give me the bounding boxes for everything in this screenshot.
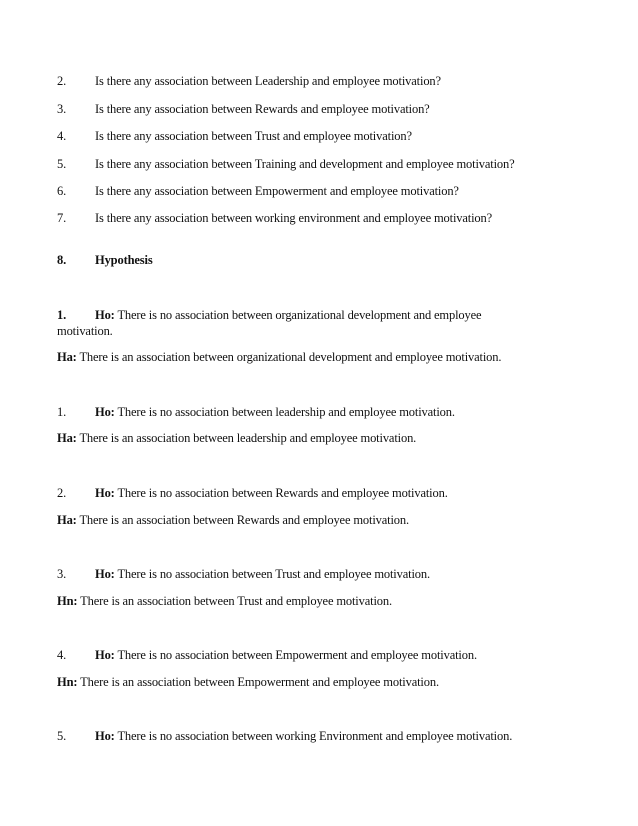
- alt-text: There is an association between leadership and employee motivation.: [79, 431, 417, 445]
- null-label: Ho:: [95, 729, 115, 743]
- hypothesis-number: 1.: [57, 308, 67, 322]
- question-text: Is there any association between Training and development and employee motivation?: [95, 157, 515, 171]
- section-heading: [57, 252, 153, 268]
- hypothesis-number: 2.: [57, 486, 67, 500]
- hypothesis-null: [57, 566, 430, 582]
- question-item: [57, 101, 430, 117]
- section-title: Hypothesis: [95, 253, 153, 267]
- question-item: [57, 128, 412, 144]
- hypothesis-alt: [57, 430, 416, 446]
- question-item: [57, 183, 459, 199]
- null-text-continued: motivation.: [57, 324, 113, 338]
- section-number: 8.: [57, 253, 67, 267]
- question-number: 7.: [57, 211, 67, 225]
- hypothesis-alt: [57, 512, 409, 528]
- hypothesis-number: 1.: [57, 405, 67, 419]
- question-number: 3.: [57, 102, 67, 116]
- question-number: 6.: [57, 184, 67, 198]
- null-text: There is no association between organizational development and employee: [117, 308, 482, 322]
- null-text: There is no association between Empowerment and employee motivation.: [117, 648, 477, 662]
- null-label: Ho:: [95, 486, 115, 500]
- hypothesis-alt: [57, 593, 392, 609]
- hypothesis-null: [57, 647, 477, 663]
- hypothesis-alt: [57, 674, 439, 690]
- question-item: [57, 73, 441, 89]
- null-label: Ho:: [95, 308, 115, 322]
- question-text: Is there any association between Leadership and employee motivation?: [95, 74, 441, 88]
- null-label: Ho:: [95, 405, 115, 419]
- hypothesis-null: [57, 307, 481, 323]
- question-number: 5.: [57, 157, 67, 171]
- question-number: 2.: [57, 74, 67, 88]
- null-text: There is no association between leadership and employee motivation.: [117, 405, 455, 419]
- hypothesis-number: 4.: [57, 648, 67, 662]
- question-text: Is there any association between Empowerment and employee motivation?: [95, 184, 459, 198]
- alt-label: Hn:: [57, 594, 78, 608]
- question-text: Is there any association between Rewards and employee motivation?: [95, 102, 430, 116]
- alt-text: There is an association between organizational development and employee motivation.: [79, 350, 502, 364]
- alt-label: Hn:: [57, 675, 78, 689]
- hypothesis-number: 3.: [57, 567, 67, 581]
- question-text: Is there any association between working environment and employee motivation?: [95, 211, 493, 225]
- question-text: Is there any association between Trust and employee motivation?: [95, 129, 412, 143]
- hypothesis-null-continuation: [57, 323, 113, 339]
- hypothesis-alt: [57, 349, 501, 365]
- question-number: 4.: [57, 129, 67, 143]
- alt-label: Ha:: [57, 513, 77, 527]
- question-item: [57, 156, 515, 172]
- hypothesis-number: 5.: [57, 729, 67, 743]
- null-text: There is no association between Trust and employee motivation.: [117, 567, 430, 581]
- alt-text: There is an association between Rewards and employee motivation.: [79, 513, 409, 527]
- alt-text: There is an association between Trust and employee motivation.: [80, 594, 392, 608]
- null-text: There is no association between Rewards and employee motivation.: [117, 486, 448, 500]
- hypothesis-null: [57, 728, 512, 744]
- alt-label: Ha:: [57, 350, 77, 364]
- null-label: Ho:: [95, 567, 115, 581]
- alt-text: There is an association between Empowerment and employee motivation.: [80, 675, 439, 689]
- hypothesis-null: [57, 485, 448, 501]
- null-text: There is no association between working Environment and employee motivation.: [117, 729, 513, 743]
- alt-label: Ha:: [57, 431, 77, 445]
- question-item: [57, 210, 492, 226]
- hypothesis-null: [57, 404, 455, 420]
- null-label: Ho:: [95, 648, 115, 662]
